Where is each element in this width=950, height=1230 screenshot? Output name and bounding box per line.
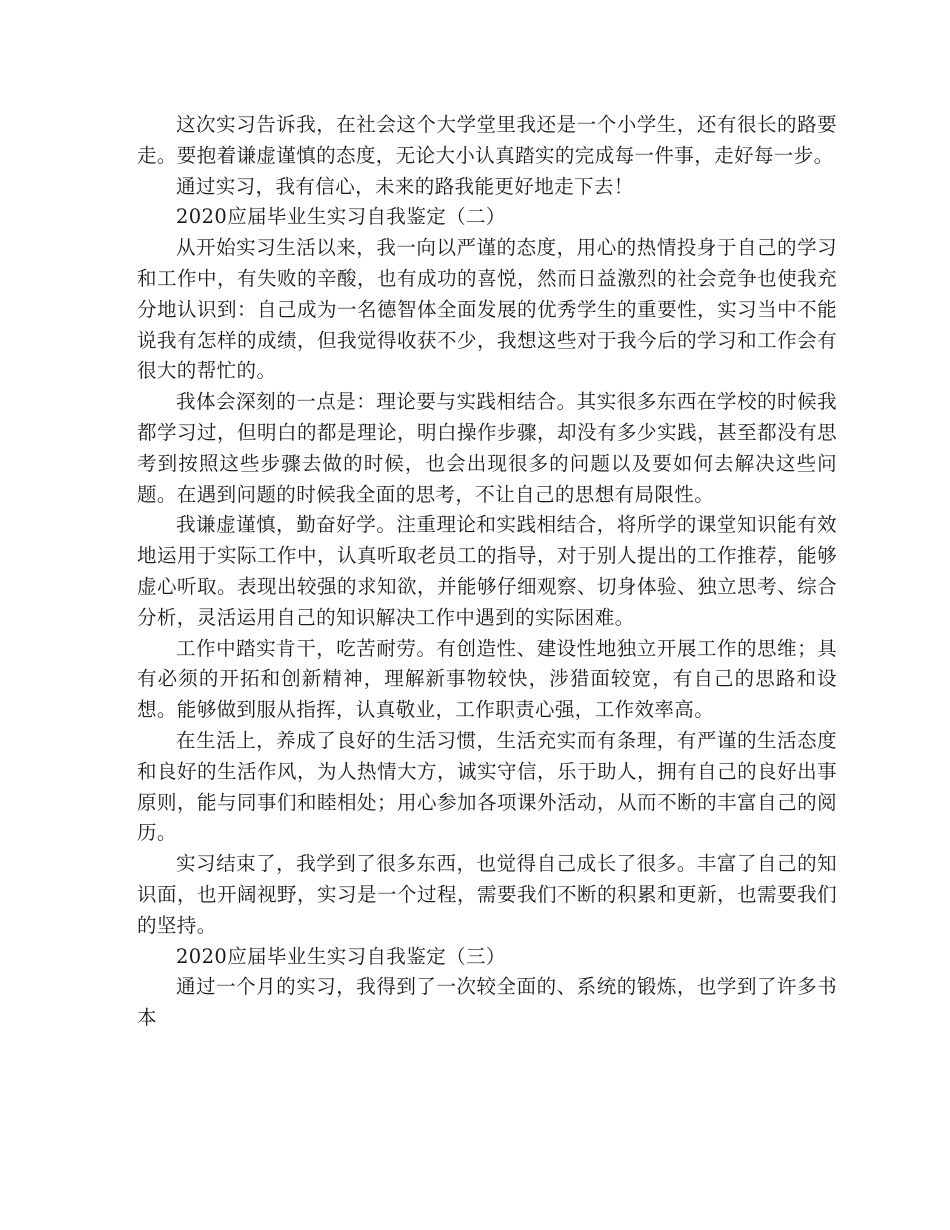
paragraph: 在生活上，养成了良好的生活习惯，生活充实而有条理，有严谨的生活态度和良好的生活作风，为人热情大方，诚实守信，乐于助人，拥有自己的良好出事原则，能与同事们和睦相处；用心参加各项课外活动，从而不断的丰富自己的阅历。: [137, 728, 837, 845]
paragraph: 我体会深刻的一点是：理论要与实践相结合。其实很多东西在学校的时候我都学习过，但明白的都是理论，明白操作步骤，却没有多少实践，甚至都没有思考到按照这些步骤去做的时候，也会出现很多的问题以及要如何去解决这些问题。在遇到问题的时候我全面的思考，不让自己的思想有局限性。: [137, 390, 837, 506]
section-heading: 2020应届毕业生实习自我鉴定（三）: [176, 944, 506, 968]
paragraph: 我谦虚谨慎，勤奋好学。注重理论和实践相结合，将所学的课堂知识能有效地运用于实际工作中，认真听取老员工的指导，对于别人提出的工作推荐，能够虚心听取。表现出较强的求知欲，并能够仔细观察、切身体验、独立思考、综合分析，灵活运用自己的知识解决工作中遇到的实际困难。: [137, 513, 837, 629]
paragraph: 通过实习，我有信心，未来的路我能更好地走下去！: [176, 174, 634, 198]
paragraph: 从开始实习生活以来，我一向以严谨的态度，用心的热情投身于自己的学习和工作中，有失败的辛酸，也有成功的喜悦，然而日益激烈的社会竞争也使我充分地认识到：自己成为一名德智体全面发展的优秀学生的重要性，实习当中不能说我有怎样的成绩，但我觉得收获不少，我想这些对于我今后的学习和工作会有很大的帮忙的。: [137, 236, 837, 383]
document-body: [137, 110, 837, 1034]
section-heading: 2020应届毕业生实习自我鉴定（二）: [176, 205, 506, 229]
paragraph: 这次实习告诉我，在社会这个大学堂里我还是一个小学生，还有很长的路要走。要抱着谦虚谨慎的态度，无论大小认真踏实的完成每一件事，走好每一步。: [137, 113, 837, 167]
paragraph: 通过一个月的实习，我得到了一次较全面的、系统的锻炼，也学到了许多书本: [137, 975, 837, 1030]
paragraph: 实习结束了，我学到了很多东西，也觉得自己成长了很多。丰富了自己的知识面，也开阔视野，实习是一个过程，需要我们不断的积累和更新，也需要我们的坚持。: [137, 852, 837, 937]
paragraph: 工作中踏实肯干，吃苦耐劳。有创造性、建设性地独立开展工作的思维；具有必须的开拓和创新精神，理解新事物较快，涉猎面较宽，有自己的思路和设想。能够做到服从指挥，认真敬业，工作职责心强，工作效率高。: [137, 636, 837, 722]
